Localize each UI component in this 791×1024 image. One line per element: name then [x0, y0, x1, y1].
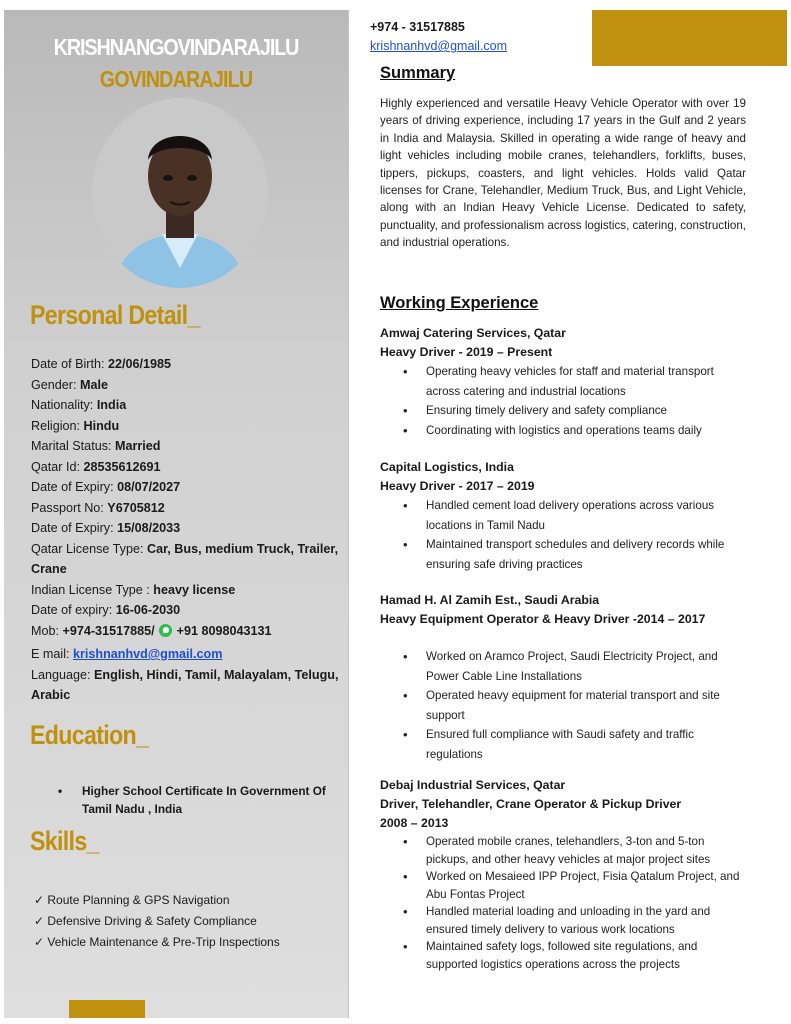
profile-photo-illustration — [92, 98, 268, 288]
detail-mobile: Mob: +974-31517885/ +91 8098043131 — [31, 621, 341, 645]
detail-nationality: Nationality: India — [31, 398, 127, 412]
header-email-link[interactable]: krishnanhvd@gmail.com — [370, 39, 508, 53]
job-bullet: • Worked on Mesaieed IPP Project, Fisia Qatalum Project, and Abu Fontas Project — [380, 868, 746, 903]
job-bullet: • Operated heavy equipment for material transport and site support — [380, 686, 746, 725]
skills-heading: Skills_ — [30, 826, 99, 856]
education-text: Higher School Certificate In Government Of Tamil Nadu , India — [82, 784, 326, 816]
detail-passport: Passport No: Y6705812 — [31, 500, 165, 515]
detail-passport-expiry: Date of Expiry: 15/08/2033 — [31, 521, 181, 535]
job-company: Hamad H. Al Zamih Est., Saudi Arabia — [380, 593, 600, 607]
job-company: Debaj Industrial Services, Qatar — [380, 778, 566, 792]
job-entry — [380, 324, 760, 440]
detail-language: Language: English, Hindi, Tamil, Malayalam, Telugu, Arabic — [31, 667, 339, 702]
detail-indian-license: Indian License Type : heavy license — [31, 582, 236, 597]
bullet-icon: • — [58, 784, 63, 798]
sidebar — [4, 10, 349, 1018]
job-role: Heavy Driver - 2017 – 2019 — [380, 479, 535, 493]
accent-bar-bottom — [69, 1000, 145, 1018]
summary-heading: Summary — [380, 64, 456, 82]
job-bullet: • Handled cement load delivery operations across various locations in Tamil Nadu — [380, 496, 746, 535]
job-bullets — [380, 362, 760, 440]
job-role: Driver, Telehandler, Crane Operator & Pickup Driver — [380, 797, 682, 811]
education-heading: Education_ — [30, 720, 149, 750]
email-link[interactable]: krishnanhvd@gmail.com — [73, 647, 223, 661]
skill-item: ✓ Defensive Driving & Safety Compliance — [34, 914, 257, 928]
job-bullet: • Maintained transport schedules and delivery records while ensuring safe driving practices — [380, 535, 746, 574]
job-role: Heavy Equipment Operator & Heavy Driver -2014 – 2017 — [380, 612, 706, 626]
detail-qid-expiry: Date of Expiry: 08/07/2027 — [31, 480, 181, 494]
detail-dob: Date of Birth: 22/06/1985 — [31, 357, 172, 371]
job-bullets — [380, 647, 760, 764]
education-item — [58, 782, 348, 818]
job-entry — [380, 458, 760, 574]
job-period: 2008 – 2013 — [380, 816, 449, 830]
job-bullets — [380, 496, 760, 574]
job-entry — [380, 776, 760, 973]
job-bullet: • Coordinating with logistics and operations teams daily — [380, 421, 746, 441]
job-bullet: • Worked on Aramco Project, Saudi Electricity Project, and Power Cable Line Installations — [380, 647, 746, 686]
job-company: Amwaj Catering Services, Qatar — [380, 326, 566, 340]
whatsapp-icon — [158, 623, 173, 645]
job-company: Capital Logistics, India — [380, 460, 514, 474]
detail-gender: Gender: Male — [31, 377, 109, 392]
job-entry — [380, 591, 760, 764]
detail-indian-license-expiry: Date of expiry: 16-06-2030 — [31, 603, 181, 617]
summary-text: Highly experienced and versatile Heavy Vehicle Operator with over 19 years of driving experience, including 17 years in the Gulf and 2 years in India and Malaysia. Skilled in operating a wide range of heavy and light vehicles including mobile cranes, telehandlers, forklifts, buses, tippers, pickups, coasters, and light vehicles. Holds valid Qatar licenses for Crane, Telehandler, Medium Truck, Bus, and Light Vehicle, along with an Indian Heavy Vehicle License. Dedicated to safety, punctuality, and professionalism across logistics, catering, construction, and industrial operations. — [380, 97, 746, 250]
job-bullet: • Handled material loading and unloading in the yard and ensured timely delivery to various work locations — [380, 903, 746, 938]
name-line-1: KRISHNANGOVINDARAJILU — [53, 34, 299, 60]
job-bullets — [380, 833, 760, 973]
profile-photo — [92, 98, 268, 288]
experience-heading-wrap — [380, 294, 746, 313]
experience-heading: Working Experience — [380, 294, 539, 312]
job-role: Heavy Driver - 2019 – Present — [380, 345, 553, 359]
job-bullet: • Operating heavy vehicles for staff and material transport across catering and industrial locations — [380, 362, 746, 401]
detail-qatar-license: Qatar License Type: Car, Bus, medium Truck, Trailer, Crane — [31, 541, 339, 576]
detail-religion: Religion: Hindu — [31, 418, 120, 433]
personal-detail-heading: Personal Detail_ — [30, 300, 200, 330]
skill-item: ✓ Vehicle Maintenance & Pre-Trip Inspections — [34, 935, 280, 949]
name-line-2: GOVINDARAJILU — [99, 66, 253, 92]
detail-marital-status: Marital Status: Married — [31, 439, 161, 453]
detail-qatar-id: Qatar Id: 28535612691 — [31, 459, 161, 474]
summary-section — [380, 64, 746, 252]
job-bullet: • Maintained safety logs, followed site regulations, and supported logistics operations across the projects — [380, 938, 746, 973]
personal-details — [31, 354, 341, 706]
job-bullet: • Ensured full compliance with Saudi safety and traffic regulations — [380, 725, 746, 764]
skills-list — [34, 890, 280, 953]
accent-bar-top — [592, 10, 787, 66]
detail-email: E mail: krishnanhvd@gmail.com — [31, 647, 223, 661]
skill-item: ✓ Route Planning & GPS Navigation — [34, 893, 230, 907]
phone-number: +974 - 31517885 — [370, 20, 465, 34]
job-bullet: • Operated mobile cranes, telehandlers, 3-ton and 5-ton pickups, and other heavy vehicles at major project sites — [380, 833, 746, 868]
job-bullet: • Ensuring timely delivery and safety compliance — [380, 401, 746, 421]
contact-block — [370, 18, 507, 56]
